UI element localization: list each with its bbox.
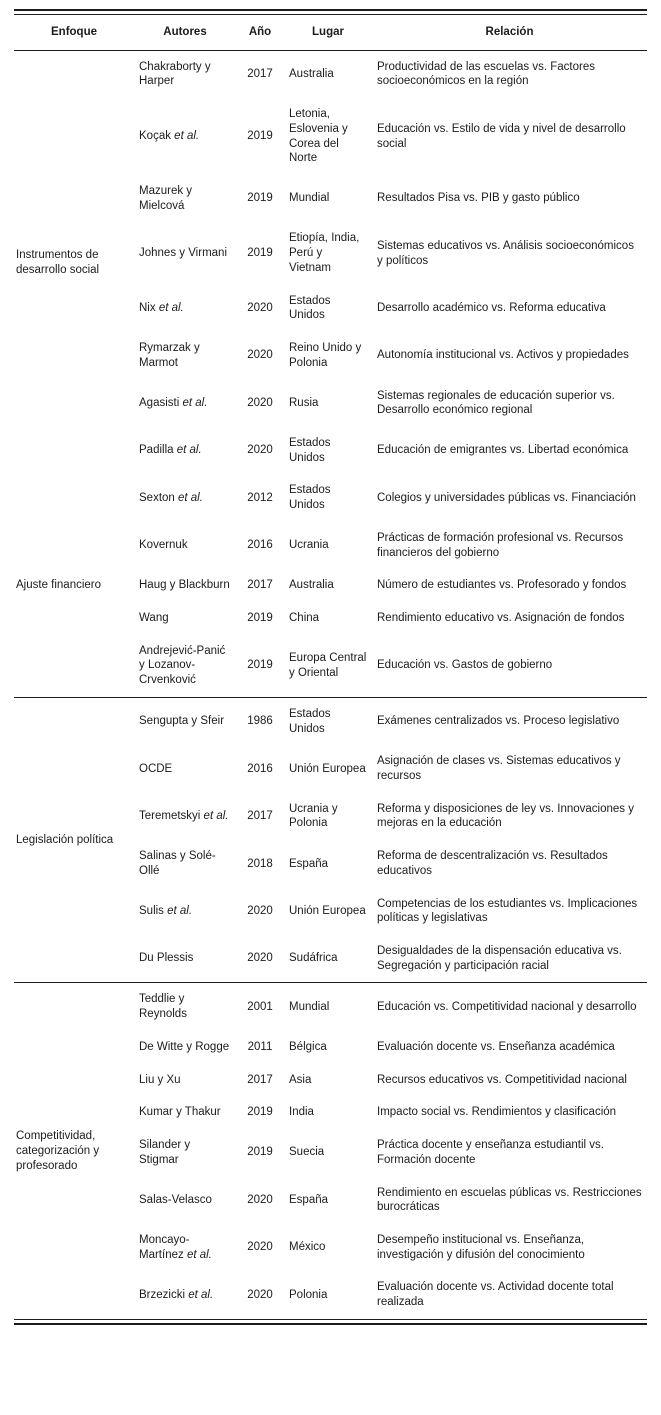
autores-cell: Agasisti et al. [139, 396, 208, 409]
et-al-italic: et al. [188, 1288, 214, 1301]
autores-cell: Kumar y Thakur [139, 1106, 221, 1119]
lugar-cell: Ucrania y Polonia [289, 802, 338, 830]
autores-cell: Sengupta y Sfeir [134, 697, 236, 745]
comparative-studies-table [14, 15, 647, 1319]
lugar-cell: Australia [289, 68, 334, 81]
relacion-cell: Reforma y disposiciones de ley vs. Innovaciones y mejoras en la educación [377, 802, 634, 830]
lugar-cell: Letonia, Eslovenia y Corea del Norte [289, 108, 348, 165]
table-row [14, 474, 647, 521]
autores-cell: Liu y Xu [139, 1073, 181, 1086]
lugar-cell: Unión Europea [289, 762, 366, 775]
relacion-cell: Productividad de las escuelas vs. Factores socioeconómicos en la región [377, 60, 595, 88]
autores-cell: Brzezicki et al. [139, 1288, 214, 1301]
relacion-cell: Impacto social vs. Rendimientos y clasificación [377, 1106, 617, 1119]
ano-cell: 2018 [247, 857, 273, 870]
relacion-cell: Reforma de descentralización vs. Resultados educativos [377, 850, 608, 877]
autores-cell: Rymarzak y Marmot [139, 342, 200, 369]
ano-cell: 2016 [247, 762, 273, 775]
et-al-italic: et al. [186, 1248, 212, 1261]
relacion-cell: Competencias de los estudiantes vs. Implicaciones políticas y legislativas [377, 897, 638, 925]
autores-cell: Nix et al. [139, 301, 184, 314]
lugar-cell: Estados Unidos [289, 436, 331, 464]
relacion-cell: Rendimiento educativo vs. Asignación de fondos [377, 611, 625, 624]
ano-cell: 2017 [247, 68, 273, 81]
autores-cell: Moncayo-Martínez et al. [139, 1233, 212, 1261]
ano-cell: 2017 [247, 579, 273, 592]
lugar-cell: Estados Unidos [289, 484, 331, 512]
relacion-cell: Colegios y universidades públicas vs. Financiación [377, 491, 636, 504]
relacion-cell: Sistemas educativos vs. Análisis socioeconómicos y políticos [377, 239, 634, 267]
relacion-cell: Asignación de clases vs. Sistemas educativos y recursos [377, 755, 621, 782]
relacion-cell: Educación vs. Gastos de gobierno [377, 659, 553, 672]
relacion-cell: Exámenes centralizados vs. Proceso legislativo [372, 697, 647, 745]
lugar-cell: Etiopía, India, Perú y Vietnam [289, 232, 360, 274]
relacion-cell: Desigualdades de la dispensación educativa vs. Segregación y participación racial [377, 945, 622, 972]
autores-cell: Chakraborty y Harper [139, 60, 211, 88]
ano-cell: 2020 [247, 301, 273, 314]
header-enfoque: Enfoque [14, 15, 134, 50]
autores-cell: Johnes y Virmani [139, 247, 227, 260]
enfoque-cell: Legislación política [14, 697, 134, 983]
ano-cell: 1986 [236, 697, 284, 745]
lugar-cell: Mundial [284, 983, 372, 1031]
autores-cell: Padilla et al. [139, 444, 202, 457]
ano-cell: 2019 [247, 1146, 273, 1159]
ano-cell: 2020 [247, 1241, 273, 1254]
autores-cell: Haug y Blackburn [139, 579, 230, 592]
ano-cell: 2019 [247, 659, 273, 672]
enfoque-cell: Ajuste financiero [16, 579, 102, 592]
lugar-cell: Ucrania [289, 539, 329, 552]
relacion-cell: Educación de emigrantes vs. Libertad económica [377, 444, 629, 457]
lugar-cell: Europa Central y Oriental [289, 652, 367, 679]
autores-cell: Salinas y Solé-Ollé [139, 850, 216, 877]
autores-cell: Kovernuk [139, 539, 188, 552]
lugar-cell: Mundial [289, 192, 330, 205]
lugar-cell: Australia [289, 579, 334, 592]
header-relacion: Relación [372, 15, 647, 50]
ano-cell: 2020 [247, 952, 273, 965]
lugar-cell: Estados Unidos [289, 294, 331, 322]
header-autores: Autores [134, 15, 236, 50]
enfoque-cell: Instrumentos de desarrollo social [16, 248, 100, 276]
lugar-cell: Sudáfrica [289, 952, 338, 965]
ano-cell: 2020 [247, 904, 273, 917]
ano-cell: 2019 [247, 247, 273, 260]
table-body [14, 50, 647, 1319]
ano-cell: 2012 [247, 491, 273, 504]
et-al-italic: et al. [182, 396, 208, 409]
autores-cell: Du Plessis [139, 952, 194, 965]
lugar-cell: México [289, 1241, 326, 1254]
relacion-cell: Desarrollo académico vs. Reforma educativa [377, 301, 606, 314]
header-lugar: Lugar [284, 15, 372, 50]
relacion-cell: Número de estudiantes vs. Profesorado y fondos [377, 579, 627, 592]
ano-cell: 2020 [247, 396, 273, 409]
ano-cell: 2019 [247, 130, 273, 143]
et-al-italic: et al. [178, 491, 203, 504]
relacion-cell: Práctica docente y enseñanza estudiantil vs. Formación docente [377, 1139, 604, 1166]
relacion-cell: Educación vs. Competitividad nacional y desarrollo [372, 983, 647, 1031]
et-al-italic: et al. [158, 301, 184, 314]
autores-cell: Wang [139, 611, 169, 624]
ano-cell: 2020 [247, 1288, 273, 1301]
lugar-cell: Polonia [289, 1288, 328, 1301]
autores-cell: Mazurek y Mielcová [139, 185, 193, 212]
autores-cell: OCDE [139, 762, 173, 775]
ano-cell: 2011 [247, 1040, 273, 1053]
autores-cell: Koçak et al. [139, 130, 200, 143]
lugar-cell: España [289, 1193, 329, 1206]
relacion-cell: Prácticas de formación profesional vs. Recursos financieros del gobierno [377, 531, 624, 559]
ano-cell: 2017 [247, 810, 273, 823]
autores-cell: Silander y Stigmar [139, 1139, 191, 1166]
header-ano: Año [236, 15, 284, 50]
autores-cell: Andrejević-Panić y Lozanov-Crvenković [139, 644, 226, 687]
relacion-cell: Rendimiento en escuelas públicas vs. Restricciones burocráticas [377, 1186, 642, 1214]
relacion-cell: Evaluación docente vs. Enseñanza académica [377, 1040, 615, 1053]
ano-cell: 2017 [247, 1073, 273, 1086]
et-al-italic: et al. [167, 904, 193, 917]
table-row [14, 697, 647, 745]
lugar-cell: Asia [289, 1073, 312, 1086]
lugar-cell: China [289, 611, 320, 624]
lugar-cell: Estados Unidos [284, 697, 372, 745]
relacion-cell: Educación vs. Estilo de vida y nivel de desarrollo social [377, 122, 626, 150]
relacion-cell: Desempeño institucional vs. Enseñanza, investigación y difusión del conocimiento [377, 1233, 585, 1261]
autores-cell: Salas-Velasco [139, 1193, 212, 1206]
autores-cell: Sexton et al. [139, 491, 203, 504]
ano-cell: 2019 [247, 611, 273, 624]
ano-cell: 2020 [247, 444, 273, 457]
relacion-cell: Resultados Pisa vs. PIB y gasto público [377, 192, 580, 205]
et-al-italic: et al. [174, 130, 200, 143]
et-al-italic: et al. [203, 810, 229, 823]
table-bottom-rule [14, 1319, 647, 1325]
relacion-cell: Recursos educativos vs. Competitividad nacional [377, 1073, 627, 1086]
relacion-cell: Sistemas regionales de educación superior vs. Desarrollo económico regional [377, 389, 615, 417]
lugar-cell: Reino Unido y Polonia [289, 342, 362, 369]
enfoque-cell: Competitividad, categorización y profesorado [14, 983, 134, 1319]
autores-cell: Teddlie y Reynolds [134, 983, 236, 1031]
lugar-cell: Bélgica [289, 1040, 327, 1053]
lugar-cell: Unión Europea [289, 904, 366, 917]
lugar-cell: España [289, 857, 329, 870]
table-header [14, 15, 647, 50]
relacion-cell: Evaluación docente vs. Actividad docente total realizada [377, 1281, 614, 1309]
ano-cell: 2020 [247, 349, 273, 362]
ano-cell: 2019 [247, 192, 273, 205]
lugar-cell: India [289, 1106, 314, 1119]
autores-cell: Sulis et al. [139, 904, 193, 917]
relacion-cell: Autonomía institucional vs. Activos y propiedades [377, 349, 629, 362]
et-al-italic: et al. [176, 444, 202, 457]
ano-cell: 2016 [247, 539, 273, 552]
autores-cell: Teremetskyi et al. [139, 810, 229, 823]
ano-cell: 2001 [236, 983, 284, 1031]
lugar-cell: Rusia [289, 396, 319, 409]
table-row [14, 50, 647, 98]
ano-cell: 2020 [247, 1193, 273, 1206]
header-row [14, 15, 647, 50]
table-row [14, 983, 647, 1031]
autores-cell: De Witte y Rogge [139, 1040, 230, 1053]
ano-cell: 2019 [247, 1106, 273, 1119]
lugar-cell: Suecia [289, 1146, 325, 1159]
